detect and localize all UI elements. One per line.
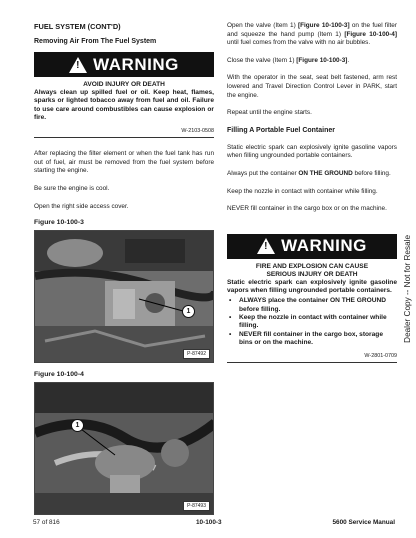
warning-bullet: • Keep the nozzle in contact with container while filling. — [227, 314, 397, 331]
paragraph-repeat: Repeat until the engine starts. — [227, 109, 312, 117]
warning-code-1: W-2103-0508 — [181, 128, 214, 135]
dealer-copy-side-note: Dealer Copy -- Not for Resale — [403, 235, 412, 343]
paragraph-nozzle-contact: Keep the nozzle in contact with container while filling. — [227, 187, 378, 195]
photo-code-2: P-87493 — [183, 501, 210, 511]
warning-heading-2-line1: FIRE AND EXPLOSION CAN CAUSE — [255, 262, 369, 270]
warning-bullet: • ALWAYS place the container ON THE GROUND before filling. — [227, 297, 397, 314]
warning-triangle-icon: ! — [257, 238, 275, 254]
warning-triangle-icon: ! — [69, 57, 87, 73]
section-page-number: 10-100-3 — [196, 519, 222, 526]
right-column — [227, 22, 397, 363]
manual-title: 5600 Service Manual — [332, 519, 395, 526]
warning-code-2: W-2801-0709 — [364, 353, 397, 360]
left-column — [34, 22, 214, 515]
photo-code-1: P-87492 — [183, 349, 210, 359]
callout-item-1: 1 — [182, 305, 195, 318]
paragraph-start-engine: With the operator in the seat, seat belt fastened, arm rest lowered and Travel Direction Control Lever in PARK, start the engine. — [227, 74, 397, 99]
warning-bullet-list — [227, 297, 397, 347]
warning-banner-1 — [34, 52, 214, 77]
figure-label-1: Figure 10-100-3 — [34, 219, 84, 227]
subsection-title-removing-air: Removing Air From The Fuel System — [34, 38, 157, 45]
paragraph-on-ground: Always put the container ON THE GROUND before filling. — [227, 169, 391, 177]
warning-divider-2 — [227, 362, 397, 363]
paragraph-engine-cool: Be sure the engine is cool. — [34, 184, 110, 192]
warning-word: WARNING — [93, 54, 179, 74]
warning-word: WARNING — [281, 236, 367, 256]
callout-item-1-pump: 1 — [71, 419, 84, 432]
paragraph-open-cover: Open the right side access cover. — [34, 202, 129, 210]
warning-heading-1: AVOID INJURY OR DEATH — [83, 81, 165, 88]
warning-banner-2 — [227, 234, 397, 259]
page-count: 57 of 816 — [33, 519, 60, 526]
subsection-title-filling: Filling A Portable Fuel Container — [227, 126, 335, 134]
paragraph-open-valve: Open the valve (Item 1) [Figure 10-100-3] on the fuel filter and squeeze the hand pump (Item 1) [Figure 10-100-4] until fuel comes from the valve with no air bubbles. — [227, 22, 397, 47]
warning-body-1: Always clean up spilled fuel or oil. Keep heat, flames, sparks or lighted tobacco away from fuel and oil. Failure to use care around combustibles can cause explosion or fire. — [34, 89, 214, 121]
paragraph-air-removal: After replacing the filter element or when the fuel tank has run out of fuel, air must be removed from the fuel system before starting the engine. — [34, 150, 214, 175]
figure-label-2: Figure 10-100-4 — [34, 371, 84, 379]
figure-photo-fuel-filter — [34, 230, 214, 363]
paragraph-close-valve: Close the valve (Item 1) [Figure 10-100-3]. — [227, 56, 350, 64]
warning-body-2: Static electric spark can explosively ignite gasoline vapors when filling ungrounded portable containers. — [227, 278, 397, 295]
warning-heading-2-line2: SERIOUS INJURY OR DEATH — [266, 270, 358, 278]
warning-bullet: • NEVER fill container in the cargo box, storage bins or on the machine. — [227, 331, 397, 348]
paragraph-never-fill: NEVER fill container in the cargo box or on the machine. — [227, 205, 387, 213]
section-title: FUEL SYSTEM (CONT'D) — [34, 22, 121, 31]
figure-photo-hand-pump — [34, 382, 214, 515]
warning-divider-1 — [34, 137, 214, 138]
paragraph-static-spark: Static electric spark can explosively ignite gasoline vapors when filling ungrounded portable containers. — [227, 143, 397, 160]
